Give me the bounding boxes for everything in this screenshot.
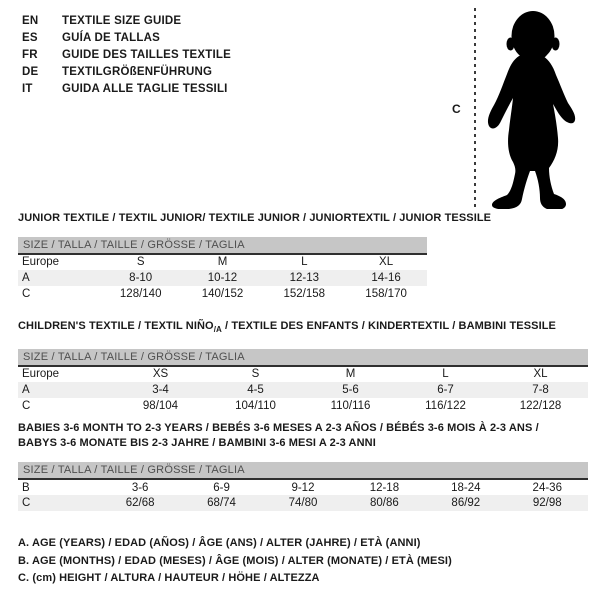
size-header-cell: SIZE / TALLA / TAILLE / GRÖSSE / TAGLIA	[18, 349, 588, 366]
table-row	[18, 479, 588, 495]
row-label-cell: A	[18, 270, 100, 286]
junior-table-title: JUNIOR TEXTILE / TEXTIL JUNIOR/ TEXTILE JUNIOR / JUNIORTEXTIL / JUNIOR TESSILE	[18, 212, 492, 224]
language-row	[22, 30, 231, 47]
size-cell: 62/68	[99, 495, 180, 511]
babies-textile-section	[18, 421, 588, 511]
size-cell: 98/104	[142, 399, 179, 412]
babies-table-title	[18, 421, 588, 450]
size-cell: 92/98	[507, 495, 588, 511]
table-row	[18, 366, 588, 382]
size-cell: 12-18	[369, 481, 400, 494]
size-cell: 8-10	[100, 270, 182, 286]
size-cell: 6-9	[213, 481, 230, 494]
size-cell: 18-24	[451, 481, 481, 494]
childrens-size-table	[18, 349, 588, 414]
size-cell: 3-4	[113, 382, 208, 398]
size-cell: 6-7	[398, 382, 493, 398]
legend-notes	[18, 535, 452, 588]
language-title: GUIDE DES TAILLES TEXTILE	[62, 49, 231, 61]
size-cell: M	[217, 256, 228, 268]
size-cell: S	[136, 256, 145, 268]
size-cell: L	[301, 256, 308, 268]
language-code: DE	[22, 66, 39, 78]
language-code: IT	[22, 83, 33, 95]
size-cell: 140/152	[201, 287, 244, 300]
size-header-row	[18, 349, 588, 366]
size-cell: 5-6	[303, 382, 398, 398]
size-header-cell: SIZE / TALLA / TAILLE / GRÖSSE / TAGLIA	[18, 237, 427, 254]
junior-size-table	[18, 237, 427, 302]
height-measure-label: C	[452, 102, 461, 116]
size-cell: 24-36	[532, 481, 562, 494]
junior-textile-section	[18, 211, 491, 302]
language-title: TEXTILGRÖßENFÜHRUNG	[62, 66, 213, 78]
row-label-cell: Europe	[22, 368, 60, 381]
table-row	[18, 382, 588, 398]
size-cell: 122/128	[519, 399, 562, 412]
size-cell: XL	[533, 368, 548, 381]
language-row	[22, 64, 231, 81]
language-row	[22, 81, 231, 98]
size-cell: 14-16	[345, 270, 427, 286]
size-cell: 9-12	[291, 481, 315, 494]
row-label-cell: C	[18, 495, 99, 511]
size-cell: 10-12	[182, 270, 264, 286]
size-cell: XL	[379, 256, 394, 268]
language-row	[22, 47, 231, 64]
size-header-row	[18, 462, 588, 479]
row-label-cell: C	[22, 287, 31, 300]
row-label-cell: C	[22, 399, 31, 412]
note-age-months: B. AGE (MONTHS) / EDAD (MESES) / ÂGE (MOIS) / ALTER (MONATE) / ETÀ (MESI)	[18, 554, 452, 567]
size-cell: 116/122	[425, 399, 466, 412]
size-cell: 74/80	[262, 495, 343, 511]
language-title: GUIDA ALLE TAGLIE TESSILI	[62, 83, 228, 95]
language-title-list	[22, 13, 231, 98]
babies-size-table	[18, 462, 588, 511]
language-code: FR	[22, 49, 38, 61]
size-header-cell: SIZE / TALLA / TAILLE / GRÖSSE / TAGLIA	[18, 462, 588, 479]
table-row	[18, 286, 427, 302]
size-cell: 158/170	[365, 287, 407, 300]
row-label-cell: B	[22, 481, 30, 494]
size-cell: 104/110	[235, 399, 276, 412]
size-cell: L	[442, 368, 449, 381]
title-text: / TEXTILE DES ENFANTS / KINDERTEXTIL / BAMBINI TESSILE	[221, 320, 556, 332]
title-text: CHILDREN'S TEXTILE / TEXTIL NIÑO	[18, 320, 214, 332]
table-row	[18, 270, 427, 286]
size-cell: 68/74	[181, 495, 262, 511]
size-cell: 3-6	[131, 481, 149, 494]
table-row	[18, 398, 588, 414]
table-row	[18, 254, 427, 270]
childrens-textile-section	[18, 319, 588, 414]
baby-silhouette-icon	[483, 8, 593, 209]
size-cell: 152/158	[283, 287, 326, 300]
language-code: EN	[22, 15, 39, 27]
size-cell: 4-5	[208, 382, 303, 398]
childrens-table-title	[18, 319, 588, 338]
table-row	[18, 495, 588, 511]
language-title: GUÍA DE TALLAS	[62, 32, 160, 44]
size-cell: 80/86	[344, 495, 425, 511]
size-cell: 128/140	[119, 287, 162, 300]
title-line-2: BABYS 3-6 MONATE BIS 2-3 JAHRE / BAMBINI 3-6 MESI A 2-3 ANNI	[18, 436, 376, 449]
row-label-cell: A	[18, 382, 113, 398]
size-cell: XS	[152, 368, 169, 381]
size-cell: 110/116	[330, 399, 371, 412]
title-line-1: BABIES 3-6 MONTH TO 2-3 YEARS / BEBÉS 3-6 MESES A 2-3 AÑOS / BÉBÉS 3-6 MOIS À 2-3 ANS /	[18, 422, 539, 434]
size-cell: 7-8	[493, 382, 588, 398]
note-height-cm: C. (cm) HEIGHT / ALTURA / HAUTEUR / HÖHE / ALTEZZA	[18, 572, 320, 584]
language-row	[22, 13, 231, 30]
row-label-cell: Europe	[22, 256, 60, 268]
size-cell: 86/92	[425, 495, 506, 511]
language-title: TEXTILE SIZE GUIDE	[62, 15, 182, 27]
size-cell: 12-13	[263, 270, 345, 286]
size-header-row	[18, 237, 427, 254]
title-subscript: /A	[213, 325, 222, 335]
height-measure-dashed-line	[474, 8, 476, 208]
note-age-years: A. AGE (YEARS) / EDAD (AÑOS) / ÂGE (ANS) / ALTER (JAHRE) / ETÀ (ANNI)	[18, 537, 421, 549]
size-cell: M	[345, 368, 356, 381]
language-code: ES	[22, 32, 38, 44]
size-cell: S	[251, 368, 260, 381]
